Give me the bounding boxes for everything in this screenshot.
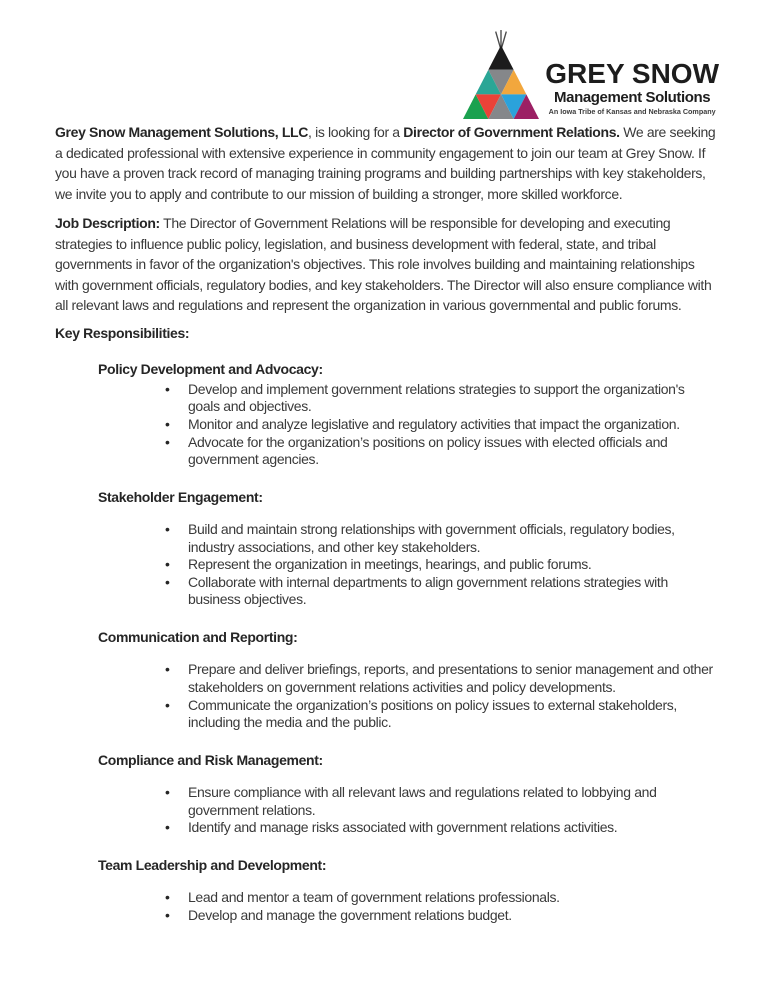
- responsibility-section: [55, 856, 719, 924]
- bullet-item: • Develop and implement government relations strategies to support the organization's goals and objectives.: [55, 381, 719, 416]
- company-name-bold: Grey Snow Management Solutions, LLC: [55, 124, 308, 140]
- responsibility-section: [55, 628, 719, 732]
- bullet-item: • Advocate for the organization’s positions on policy issues with elected officials and government agencies.: [55, 434, 719, 469]
- company-logo: [463, 30, 719, 119]
- bullet-list: [55, 521, 719, 609]
- logo-text-block: [545, 59, 719, 119]
- key-responsibilities-heading: Key Responsibilities:: [55, 325, 190, 341]
- responsibility-section: [55, 488, 719, 609]
- responsibility-section: [55, 751, 719, 837]
- bullet-list: [55, 661, 719, 731]
- job-description-label: Job Description:: [55, 215, 160, 231]
- bullet-item: • Lead and mentor a team of government relations professionals.: [55, 889, 719, 907]
- bullet-item: • Identify and manage risks associated with government relations activities.: [55, 819, 719, 837]
- teepee-triangle-black: [489, 45, 514, 70]
- document-header: [55, 30, 719, 119]
- section-title: Communication and Reporting:: [98, 629, 298, 646]
- intro-paragraph: [55, 122, 719, 204]
- bullet-item: • Build and maintain strong relationships with government officials, regulatory bodies, industry associations, and other key stakeholders.: [55, 521, 719, 556]
- section-title: Team Leadership and Development:: [98, 856, 327, 873]
- teepee-icon: [463, 30, 539, 119]
- bullet-list: [55, 381, 719, 469]
- job-title-bold: Director of Government Relations.: [403, 124, 620, 140]
- intro-text-1: , is looking for a: [308, 124, 404, 140]
- responsibility-sections: [55, 360, 719, 925]
- bullet-list: [55, 784, 719, 837]
- logo-subtitle: Management Solutions: [554, 89, 711, 106]
- section-title: Stakeholder Engagement:: [98, 488, 263, 505]
- bullet-item: • Ensure compliance with all relevant laws and regulations related to lobbying and government relations.: [55, 784, 719, 819]
- bullet-item: • Prepare and deliver briefings, reports, and presentations to senior management and other stakeholders on government relations activities and policy developments.: [55, 661, 719, 696]
- job-description-paragraph: [55, 213, 719, 316]
- job-description-text: The Director of Government Relations will be responsible for developing and executing strategies to influence public policy, legislation, and business development with federal, state, and tribal governments in favor of the organization's objectives. This role involves building and maintaining relationships with government officials, regulatory bodies, and key stakeholders. The Director will also ensure compliance with all relevant laws and regulations and represent the organization in various governmental and public forums.: [55, 215, 712, 313]
- bullet-item: • Collaborate with internal departments to align government relations strategies with business objectives.: [55, 574, 719, 609]
- logo-tagline: An Iowa Tribe of Kansas and Nebraska Company: [548, 107, 716, 116]
- section-title: Policy Development and Advocacy:: [98, 360, 323, 377]
- bullet-list: [55, 889, 719, 924]
- intro-text-2: We are seeking a dedicated professional with extensive experience in community engagement to join our team at Grey Snow. If you have a proven track record of managing training programs and building partnerships with key stakeholders, we invite you to apply and contribute to our mission of building a stronger, more skilled workforce.: [55, 124, 716, 202]
- responsibility-section: [55, 360, 719, 469]
- logo-name: GREY SNOW: [545, 58, 719, 89]
- bullet-item: • Develop and manage the government relations budget.: [55, 907, 719, 925]
- bullet-item: • Communicate the organization’s positions on policy issues to external stakeholders, including the media and the public.: [55, 697, 719, 732]
- bullet-item: • Monitor and analyze legislative and regulatory activities that impact the organization.: [55, 416, 719, 434]
- bullet-item: • Represent the organization in meetings, hearings, and public forums.: [55, 556, 719, 574]
- section-title: Compliance and Risk Management:: [98, 751, 323, 768]
